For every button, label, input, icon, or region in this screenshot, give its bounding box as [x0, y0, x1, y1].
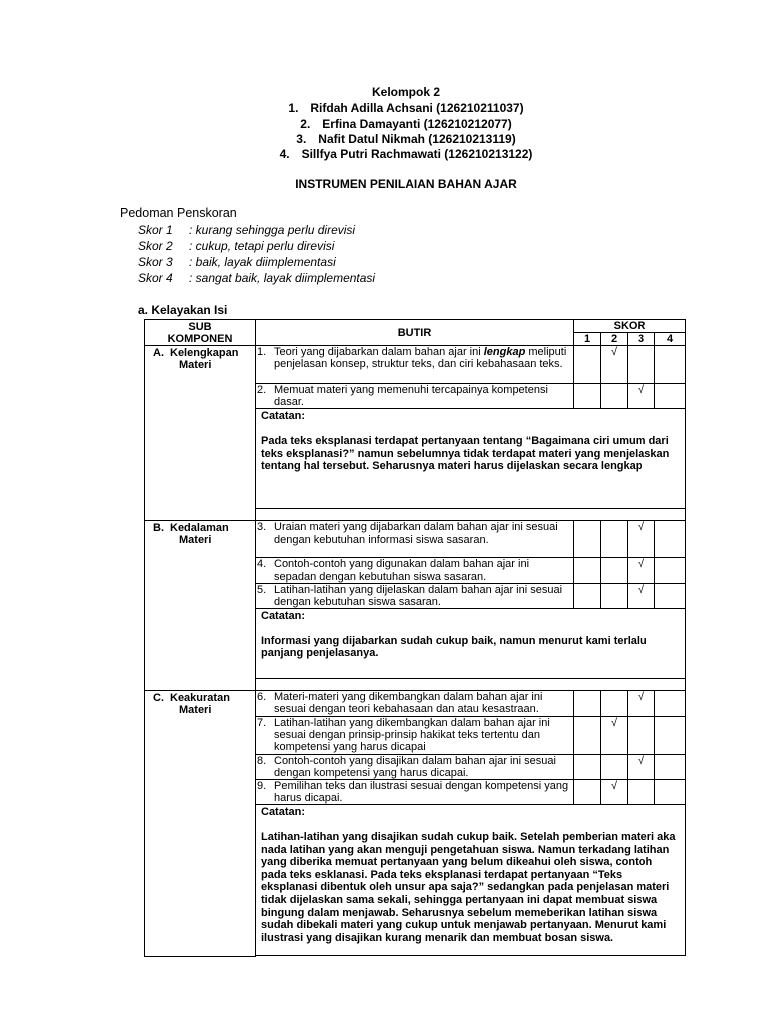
checkmark-icon: √ [610, 346, 618, 358]
score-cell-2 [601, 691, 628, 716]
rubric-body [145, 346, 686, 957]
header-skor: SKOR [574, 320, 686, 333]
butir-text: Contoh-contoh yang digunakan dalam bahan ajar ini sepadan dengan kebutuhan siswa sasaran. [274, 558, 530, 583]
butir-number: 2. [257, 384, 267, 396]
header-butir: BUTIR [256, 320, 574, 346]
butir-cell [256, 521, 574, 558]
score-cell-4 [655, 754, 686, 779]
butir-number: 8. [257, 754, 267, 767]
checkmark-icon: √ [637, 583, 645, 596]
butir-cell [256, 754, 574, 779]
score-cell-1 [574, 716, 601, 754]
butir-number: 3. [257, 521, 267, 534]
spacer-cell [256, 679, 686, 691]
score-cell-3 [628, 346, 655, 384]
score-cell-4 [655, 583, 686, 608]
butir-text: Pemilihan teks dan ilustrasi sesuai dengan kompetensi yang harus dicapai. [274, 780, 569, 805]
butir-number: 1. [257, 346, 267, 358]
score-cell-2 [601, 754, 628, 779]
butir-text: Uraian materi yang dijabarkan dalam bahan ajar ini sesuai dengan kebutuhan informasi siswa sasaran. [274, 521, 558, 546]
score-cell-2 [601, 780, 628, 805]
section-heading: a. Kelayakan Isi [138, 303, 228, 317]
score-cell-1 [574, 754, 601, 779]
header-skor-3: 3 [628, 333, 655, 346]
score-guide-line [138, 223, 355, 237]
score-cell-1 [574, 558, 601, 583]
score-cell-2 [601, 716, 628, 754]
sub-komponen-label: A. [153, 347, 164, 359]
score-cell-4 [655, 346, 686, 384]
butir-number: 9. [257, 780, 267, 793]
butir-text: Teori yang dijabarkan dalam bahan ajar ini [274, 346, 484, 358]
note-text: Latihan-latihan yang disajikan sudah cukup baik. Setelah pemberian materi aka nada latihan yang akan menguji pengetahuan siswa. Namun terkadang latihan yang diberika memuat pertanyaan yang belum dikeahui oleh siswa, contoh pada teks esklanasi. Pada teks eksplanasi terdapat pertanyaan “Teks eksplanasi dibentuk oleh unsur apa saja?” sedangkan pada penjelasan materi tidak dijelaskan sama sekali, sehingga pertanyaan ini dapat membuat siswa bingung dalam menjawab. Seharusnya sebelum memeberikan latihan siswa sudah dibekali materi yang cukup untuk menjawab pertanyaan. Menurut kami ilustrasi yang disajikan kurang menarik dan membuat bosan siswa. [261, 831, 676, 944]
score-cell-2 [601, 558, 628, 583]
header-sub-line: SUB [188, 320, 212, 333]
member-number: 3. [296, 132, 307, 146]
score-guide-line [138, 271, 375, 285]
butir-number: 6. [257, 691, 267, 704]
score-cell-2 [601, 521, 628, 558]
score-key: Skor 2 [138, 239, 173, 253]
note-title: Catatan: [261, 806, 306, 819]
butir-cell [256, 558, 574, 583]
butir-cell [256, 691, 574, 716]
butir-number: 4. [257, 558, 267, 571]
member-number: 4. [279, 147, 290, 161]
spacer-cell [256, 956, 686, 957]
note-cell [256, 409, 686, 509]
score-cell-4 [655, 716, 686, 754]
score-cell-3 [628, 691, 655, 716]
note-cell [256, 609, 686, 679]
sub-komponen-name: Kedalaman [170, 522, 229, 535]
document-title: INSTRUMEN PENILAIAN BAHAN AJAR [295, 177, 517, 191]
rubric-table [144, 319, 686, 957]
butir-text: Memuat materi yang memenuhi tercapainya kompetensi dasar. [274, 384, 548, 409]
member-name: Sillfya Putri Rachmawati (126210213122) [301, 147, 533, 161]
butir-text: Latihan-latihan yang dijelaskan dalam bahan ajar ini sesuai dengan kebutuhan siswa sasaran. [274, 583, 563, 609]
sub-komponen-label: C. [153, 692, 164, 705]
sub-komponen-cell [145, 521, 256, 691]
sub-komponen-name: Materi [179, 359, 212, 371]
member-number: 2. [300, 117, 311, 131]
score-cell-1 [574, 780, 601, 805]
member-name: Nafit Datul Nikmah (126210213119) [318, 132, 516, 146]
sub-komponen-cell [145, 346, 256, 521]
score-cell-4 [655, 521, 686, 558]
score-cell-4 [655, 558, 686, 583]
score-cell-2 [601, 384, 628, 409]
score-cell-3 [628, 384, 655, 409]
butir-emphasis: lengkap [483, 346, 526, 358]
header-sub-line: KOMPONEN [167, 332, 233, 345]
score-cell-4 [655, 691, 686, 716]
checkmark-icon: √ [637, 754, 645, 767]
sub-komponen-name: Materi [179, 704, 212, 717]
score-cell-1 [574, 384, 601, 409]
rubric-item-row [145, 346, 686, 384]
rubric-item-row [145, 691, 686, 716]
score-key: Skor 1 [138, 223, 173, 237]
sub-komponen-name: Keakuratan [170, 692, 230, 705]
butir-cell [256, 780, 574, 805]
member-number: 1. [288, 101, 299, 115]
score-cell-3 [628, 521, 655, 558]
score-cell-3 [628, 716, 655, 754]
score-cell-3 [628, 583, 655, 608]
member-2 [0, 117, 768, 131]
checkmark-icon: √ [637, 691, 645, 704]
score-cell-1 [574, 521, 601, 558]
rubric-item-row [145, 521, 686, 558]
note-text: Informasi yang dijabarkan sudah cukup baik, namun menurut kami terlalu panjang penjelasanya. [261, 634, 647, 660]
butir-cell [256, 716, 574, 754]
score-cell-1 [574, 583, 601, 608]
group-title: Kelompok 2 [371, 85, 440, 99]
note-cell [256, 805, 686, 956]
spacer-cell [256, 509, 686, 521]
score-cell-1 [574, 346, 601, 384]
butir-cell [256, 346, 574, 384]
butir-text: meliputi penjelasan konsep, struktur teks, dan ciri kebahasaan teks. [274, 346, 567, 371]
butir-number: 5. [257, 583, 267, 596]
butir-cell [256, 583, 574, 608]
checkmark-icon: √ [610, 780, 618, 793]
butir-text: Materi-materi yang dikembangkan dalam bahan ajar ini sesuai dengan teori kebahasaan dan atau kesastraan. [274, 691, 543, 716]
score-key: Skor 4 [138, 271, 173, 285]
member-1 [0, 101, 768, 115]
score-cell-4 [655, 384, 686, 409]
note-text: Pada teks eksplanasi terdapat pertanyaan tentang “Bagaimana ciri umum dari teks eksplanasi?” namun sebelumnya tidak terdapat materi yang menjelaskan tentang hal tersebut. Seharusnya materi harus dijelaskan secara lengkap [261, 435, 670, 473]
score-cell-3 [628, 558, 655, 583]
score-cell-2 [601, 346, 628, 384]
guide-heading: Pedoman Penskoran [120, 206, 237, 220]
score-cell-4 [655, 780, 686, 805]
member-name: Rifdah Adilla Achsani (126210211037) [310, 101, 524, 115]
header-skor-2: 2 [601, 333, 628, 346]
score-guide-line [138, 255, 336, 269]
butir-text: Latihan-latihan yang dikembangkan dalam bahan ajar ini sesuai dengan prinsip-prinsip hakikat teks tertentu dan kompetensi yang harus dicapai [274, 716, 550, 754]
score-desc: : baik, layak diimplementasi [189, 255, 336, 269]
checkmark-icon: √ [637, 384, 645, 396]
header-skor-1: 1 [574, 333, 601, 346]
score-cell-3 [628, 780, 655, 805]
member-name: Erfina Damayanti (126210212077) [322, 117, 512, 131]
note-title: Catatan: [261, 610, 306, 623]
score-desc: : cukup, tetapi perlu direvisi [189, 239, 335, 253]
member-3 [0, 132, 768, 146]
butir-text: Contoh-contoh yang disajikan dalam bahan ajar ini sesuai dengan kompetensi yang harus dicapai. [274, 754, 556, 779]
checkmark-icon: √ [637, 558, 645, 571]
score-key: Skor 3 [138, 255, 173, 269]
sub-komponen-label: B. [153, 522, 164, 535]
score-guide-line [138, 239, 334, 253]
score-desc: : kurang sehingga perlu direvisi [189, 223, 356, 237]
butir-cell [256, 384, 574, 409]
score-cell-3 [628, 754, 655, 779]
sub-komponen-name: Materi [179, 534, 212, 547]
note-title: Catatan: [261, 410, 306, 423]
header-sub-komponen [145, 320, 256, 346]
checkmark-icon: √ [637, 521, 645, 534]
header-skor-4: 4 [655, 333, 686, 346]
member-4 [0, 147, 768, 161]
butir-number: 7. [257, 716, 267, 729]
score-cell-2 [601, 583, 628, 608]
score-desc: : sangat baik, layak diimplementasi [189, 271, 376, 285]
score-cell-1 [574, 691, 601, 716]
sub-komponen-name: Kelengkapan [170, 347, 239, 359]
sub-komponen-cell [145, 691, 256, 957]
checkmark-icon: √ [610, 716, 618, 729]
